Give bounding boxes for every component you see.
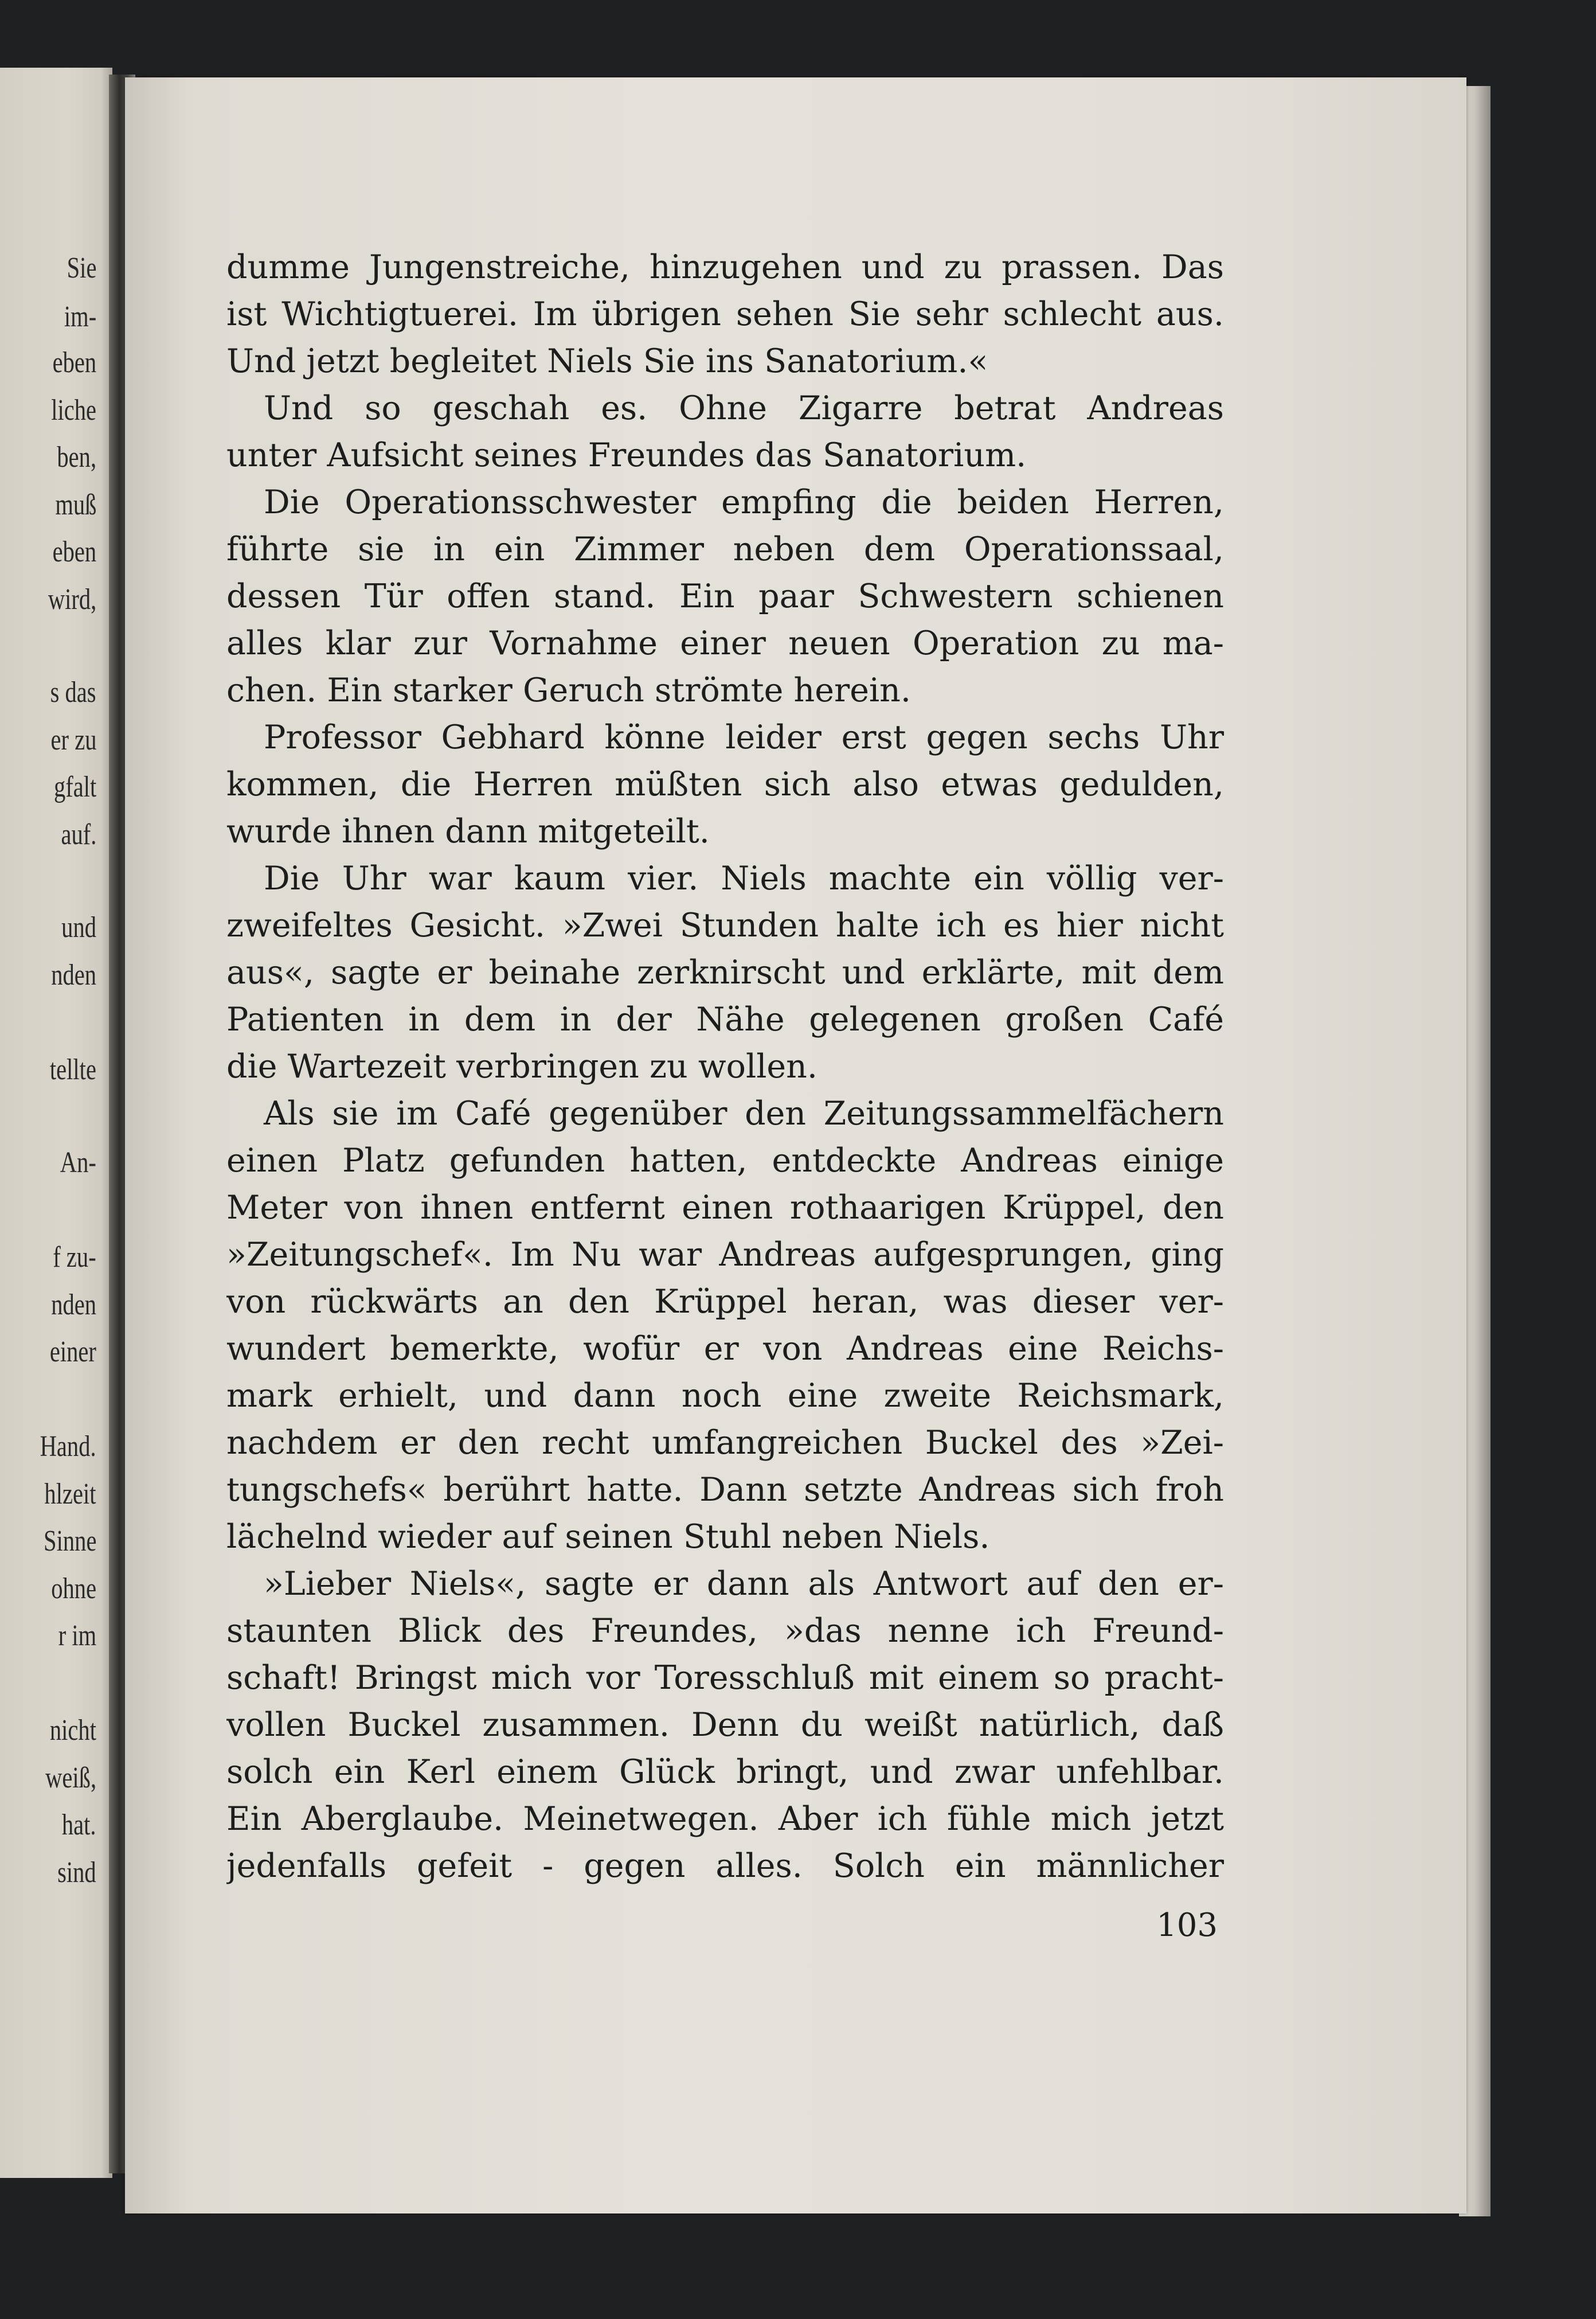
left-text-fragment: Sie [66,252,96,284]
text-line: Die Operationsschwester empfing die beiden Herren, [264,483,1224,521]
text-line: vollen Buckel zusammen. Denn du weißt natürlich, daß [226,1706,1224,1744]
text-line: führte sie in ein Zimmer neben dem Operationssaal, [226,530,1224,568]
text-line: dessen Tür offen stand. Ein paar Schwestern schienen [226,577,1224,615]
text-line: nachdem er den recht umfangreichen Buckel des »Zei- [226,1424,1224,1462]
text-line: wundert bemerkte, wofür er von Andreas eine Reichs- [226,1330,1224,1368]
text-line: Meter von ihnen entfernt einen rothaarigen Krüppel, den [226,1189,1224,1227]
body-text [226,244,1224,1889]
left-text-fragment: nicht [49,1714,96,1747]
left-text-fragment: An- [60,1146,96,1179]
text-line: die Wartezeit verbringen zu wollen. [226,1048,817,1086]
left-text-fragment: weiß, [45,1762,96,1794]
text-line: unter Aufsicht seines Freundes das Sanatorium. [226,436,1027,474]
left-text-fragment: muß [54,489,96,521]
left-text-fragment: tellte [49,1053,96,1086]
text-line: dumme Jungenstreiche, hinzugehen und zu prassen. Das [226,248,1224,286]
text-line: aus«, sagte er beinahe zerknirscht und erklärte, mit dem [226,954,1224,991]
text-line: Patienten in dem in der Nähe gelegenen großen Café [226,1001,1224,1039]
left-text-fragment: ben, [57,441,96,474]
left-page [0,68,112,2178]
text-line: ist Wichtigtuerei. Im übrigen sehen Sie sehr schlecht aus. [226,295,1224,333]
left-text-fragment: hat. [62,1809,96,1841]
text-line: alles klar zur Vornahme einer neuen Operation zu ma- [226,624,1224,662]
left-text-fragment: Sinne [43,1525,96,1557]
text-line: »Lieber Niels«, sagte er dann als Antwort auf den er- [264,1565,1224,1603]
text-line: staunten Blick des Freundes, »das nenne ich Freund- [226,1612,1224,1650]
left-text-fragment: hlzeit [44,1478,96,1510]
left-text-fragment: ohne [51,1572,96,1605]
left-text-fragment: auf. [61,818,96,851]
text-line: von rückwärts an den Krüppel heran, was dieser ver- [226,1283,1224,1321]
left-text-fragment: Hand. [40,1430,96,1463]
text-line: Und so geschah es. Ohne Zigarre betrat Andreas [264,389,1224,427]
left-text-fragment: sind [57,1856,96,1889]
left-text-fragment: r im [58,1619,96,1652]
text-line: chen. Ein starker Geruch strömte herein. [226,672,911,709]
text-line: Ein Aberglaube. Meinetwegen. Aber ich fühle mich jetzt [226,1800,1224,1838]
text-line: einen Platz gefunden hatten, entdeckte Andreas einige [226,1142,1224,1180]
text-line: mark erhielt, und dann noch eine zweite Reichsmark, [226,1377,1224,1415]
left-text-fragment: wird, [48,583,96,616]
left-text-fragment: eben [52,536,96,568]
left-text-fragment: und [61,911,96,944]
text-line: Professor Gebhard könne leider erst gegen sechs Uhr [264,719,1224,756]
text-line: wurde ihnen dann mitgeteilt. [226,813,710,850]
left-text-fragment: f zu- [53,1241,96,1274]
text-line: Als sie im Café gegenüber den Zeitungssammelfächern [264,1095,1224,1133]
left-text-fragment: nden [51,959,96,991]
text-line: solch ein Kerl einem Glück bringt, und zwar unfehlbar. [226,1753,1224,1791]
text-line: zweifeltes Gesicht. »Zwei Stunden halte ich es hier nicht [226,907,1224,944]
left-text-fragment: einer [49,1336,96,1368]
left-text-fragment: s das [50,676,96,709]
text-line: »Zeitungschef«. Im Nu war Andreas aufgesprungen, ging [226,1236,1224,1274]
text-line: schaft! Bringst mich vor Toresschluß mit einem so pracht- [226,1659,1224,1697]
left-text-fragment: gfalt [53,771,96,803]
text-line: Und jetzt begleitet Niels Sie ins Sanatorium.« [226,342,988,380]
page-number: 103 [1156,1907,1218,1944]
left-text-fragment: im- [64,300,96,333]
left-text-fragment: eben [52,346,96,379]
text-line: kommen, die Herren müßten sich also etwas gedulden, [226,766,1224,803]
left-text-fragment: liche [51,394,96,427]
left-text-fragment: nden [51,1289,96,1321]
text-line: tungschefs« berührt hatte. Dann setzte Andreas sich froh [226,1471,1224,1509]
text-line: Die Uhr war kaum vier. Niels machte ein völlig ver- [264,860,1224,897]
text-line: lächelnd wieder auf seinen Stuhl neben Niels. [226,1518,990,1556]
left-text-fragment: er zu [50,724,96,756]
text-line: jedenfalls gefeit - gegen alles. Solch ein männlicher [226,1847,1224,1885]
